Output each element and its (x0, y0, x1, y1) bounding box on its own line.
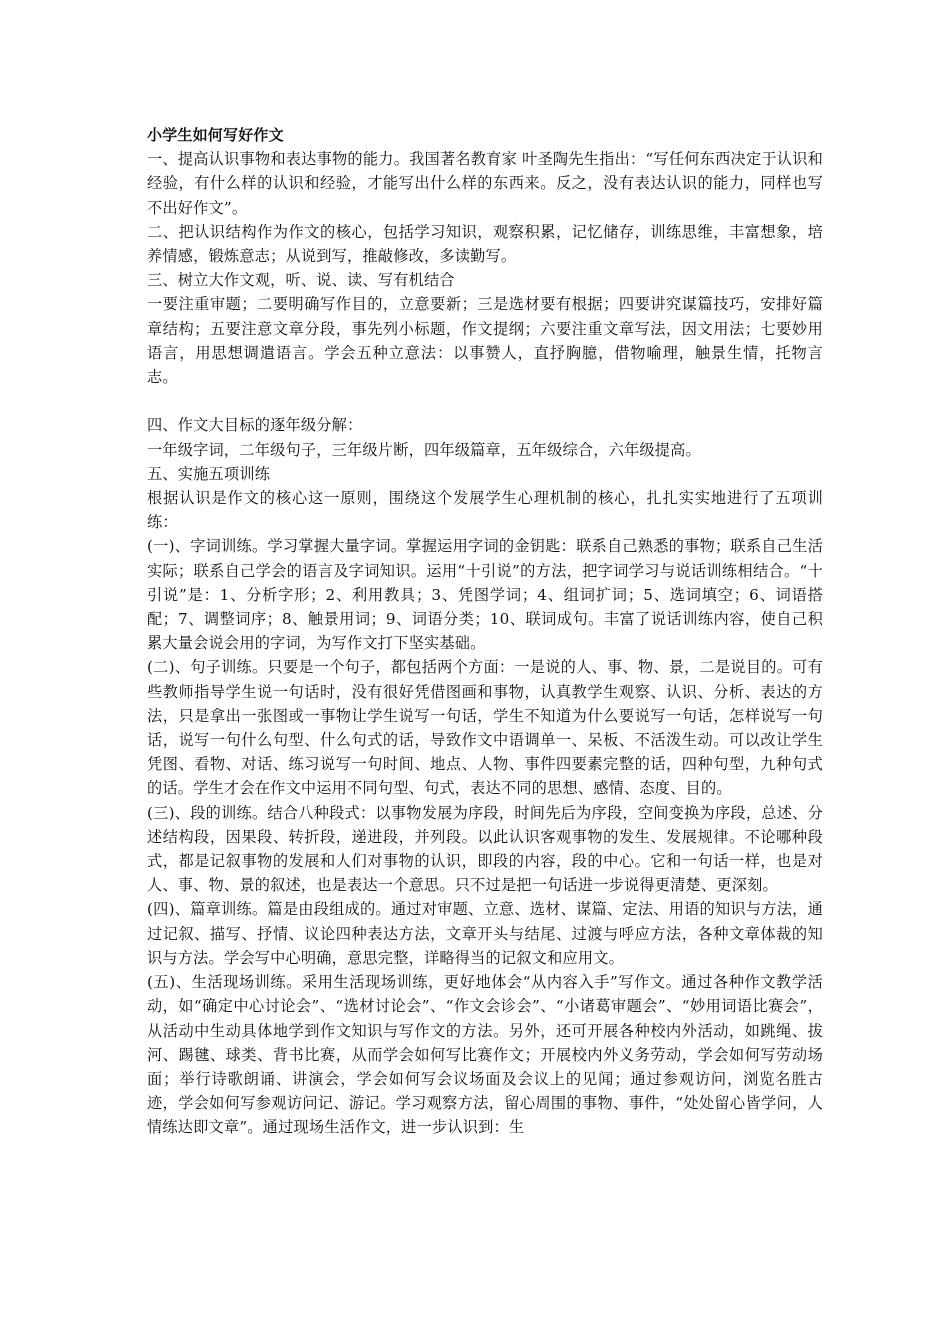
paragraph-1: 一、提高认识事物和表达事物的能力。我国著名教育家 叶圣陶先生指出：“写任何东西决定于认识和经验，有什么样的认识和经验，才能写出什么样的东西来。反之，没有表达认识的能力，同样也写不出好作文”。 (147, 150, 823, 217)
paragraph-word-training: (一)、字词训练。学习掌握大量字词。掌握运用字词的金钥匙：联系自己熟悉的事物；联系自己生活实际；联系自己学会的语言及字词知识。运用“十引说”的方法，把字词学习与说话训练相结合。“十引说”是：1、分析字形；2、利用教具；3、凭图学词；4、组词扩词；5、选词填空；6、词语搭配；7、调整词序；8、触景用词；9、词语分类；10、联词成句。丰富了说话训练内容，使自己积累大量会说会用的字词，为写作文打下坚实基础。 (147, 537, 823, 653)
blank-line (147, 389, 823, 413)
section-heading-4: 四、作文大目标的逐年级分解： (147, 416, 363, 435)
paragraph-section-training: (三)、段的训练。结合八种段式：以事物发展为序段，时间先后为序段，空间变换为序段，总述、分述结构段，因果段、转折段，递进段，并列段。以此认识客观事物的发生、发展规律。不论哪种段式，都是记叙事物的发展和人们对事物的认识，即段的内容，段的中心。它和一句话一样，也是对人、事、物、景的叙述，也是表达一个意思。只不过是把一句话进一步说得更清楚、更深刻。 (147, 803, 823, 895)
document-body (147, 123, 823, 1140)
paragraph-2: 二、把认识结构作为作文的核心，包括学习知识，观察积累，记忆储存，训练思维，丰富想象，培养情感，锻炼意志；从说到写，推敲修改，多读勤写。 (147, 222, 823, 266)
paragraph-life-training: (五)、生活现场训练。采用生活现场训练，更好地体会“从内容入手”写作文。通过各种作文教学活动，如“确定中心讨论会”、“选材讨论会”、“作文会诊会”、“小诸葛审题会”、“妙用词语比赛会”，从活动中生动具体地学到作文知识与写作文的方法。另外，还可开展各种校内外活动，如跳绳、拔河、踢毽、球类、背书比赛，从而学会如何写比赛作文；开展校内外义务劳动，学会如何写劳动场面；举行诗歌朗诵、讲演会，学会如何写会议场面及会议上的见闻；通过参观访问，浏览名胜古迹，学会如何写参观访问记、游记。学习观察方法，留心周围的事物、事件，“处处留心皆学问，人情练达即文章”。通过现场生活作文，进一步认识到：生 (147, 973, 823, 1137)
paragraph-sentence-training: (二)、句子训练。只要是一个句子，都包括两个方面：一是说的人、事、物、景，二是说目的。可有些教师指导学生说一句话时，没有很好凭借图画和事物，认真教学生观察、认识、分析、表达的方法，只是拿出一张图或一事物让学生说写一句话，学生不知道为什么要说写一句话，怎样说写一句话，说写一句什么句型、什么句式的话，导致作文中语调单一、呆板、不活泼生动。可以改让学生凭图、看物、对话、练习说写一句时间、地点、人物、事件四要素完整的话，四种句型，九种句式的话。学生才会在作文中运用不同句型、句式，表达不同的思想、感情、态度、目的。 (147, 658, 823, 798)
section-heading-3: 三、树立大作文观，听、说、读、写有机结合 (147, 271, 455, 290)
paragraph-4: 一要注重审题；二要明确写作目的，立意要新；三是选材要有根据；四要讲究谋篇技巧，安排好篇章结构；五要注意文章分段，事先列小标题，作文提纲；六要注重文章写法，因文用法；七要妙用语言，用思想调遣语言。学会五种立意法：以事赞人，直抒胸臆，借物喻理，触景生情，托物言志。 (147, 295, 823, 387)
paragraph-five-trainings: 根据认识是作文的核心这一原则，围绕这个发展学生心理机制的核心，扎扎实实地进行了五项训练： (147, 489, 823, 532)
paragraph-grades: 一年级字词，二年级句子，三年级片断，四年级篇章，五年级综合，六年级提高。 (147, 440, 701, 459)
section-heading-5: 五、实施五项训练 (147, 464, 271, 483)
document-title: 小学生如何写好作文 (147, 126, 284, 144)
paragraph-article-training: (四)、篇章训练。篇是由段组成的。通过对审题、立意、选材、谋篇、定法、用语的知识与方法，通过记叙、描写、抒情、议论四种表达方法，文章开头与结尾、过渡与呼应方法，各种文章体裁的知识与方法。学会写中心明确，意思完整，详略得当的记叙文和应用文。 (147, 900, 823, 967)
